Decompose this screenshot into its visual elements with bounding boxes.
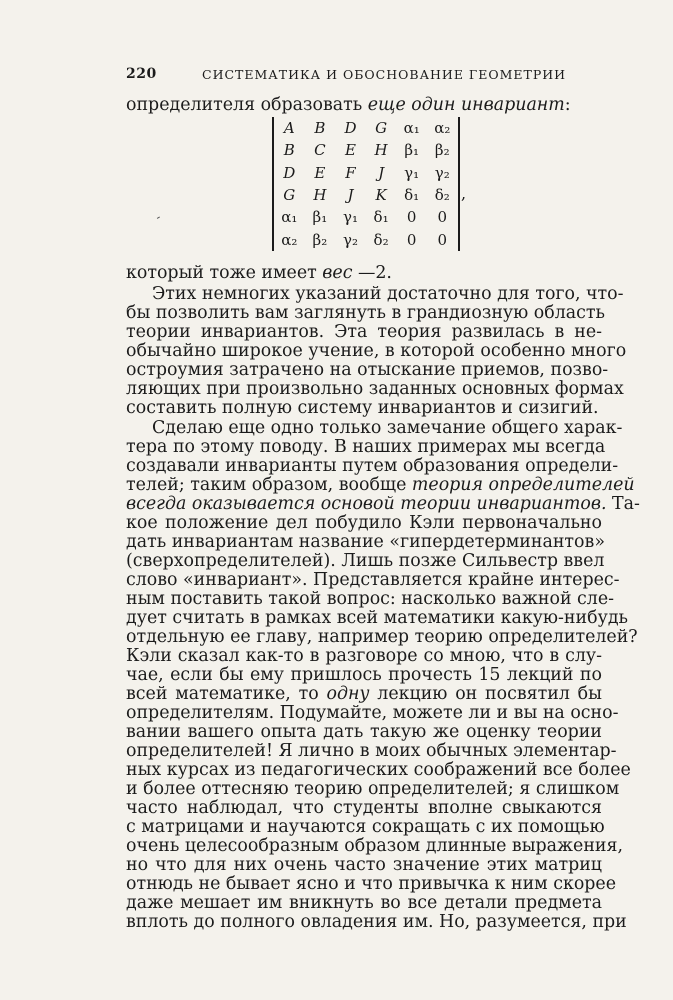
paragraph-line: дать инвариантам название «гипердетерминантов» (126, 532, 605, 552)
paragraph-line: (сверхопределителей). Лишь позже Сильвестр ввел (126, 551, 605, 571)
after-matrix-line (126, 264, 602, 283)
paragraph-line (126, 475, 635, 495)
matrix-row (274, 206, 458, 228)
paragraph-line (126, 494, 640, 514)
after-matrix-italic: вес (322, 263, 353, 283)
matrix-cell: G (283, 186, 296, 205)
matrix-cell: J (378, 163, 385, 182)
matrix-cell: β₂ (434, 141, 450, 160)
matrix-cell: β₂ (312, 230, 328, 249)
paragraph-line: отдельную ее главу, например теорию определителей? (126, 627, 638, 647)
paragraph-line: но что для них очень часто значение этих матриц (126, 855, 602, 875)
paragraph-line: вплоть до полного овладения им. Но, разумеется, при (126, 912, 627, 932)
paragraph-line: с матрицами и научаются сокращать с их помощью (126, 817, 605, 837)
intro-line (126, 96, 602, 115)
matrix-row (274, 139, 458, 161)
paragraph-line: Этих немногих указаний достаточно для того, что- (152, 284, 624, 304)
matrix-cell: A (283, 119, 295, 138)
matrix-trailing-comma: , (461, 184, 467, 203)
matrix-cell: γ₂ (342, 230, 358, 249)
after-matrix-tail: —2. (352, 263, 392, 283)
matrix-cell: B (283, 141, 295, 160)
paragraph-line: ных курсах из педагогических соображений все более (126, 760, 631, 780)
matrix-cell: D (344, 119, 357, 138)
paragraph-line: теории инвариантов. Эта теория развилась в не- (126, 322, 602, 342)
matrix-cell: δ₂ (373, 230, 389, 249)
paragraph-line: вании вашего опыта дать такую же оценку теории (126, 722, 602, 742)
paragraph-line: обычайно широкое учение, в которой особенно много (126, 341, 627, 361)
after-matrix-text: который тоже имеет (126, 263, 323, 283)
matrix-cell: H (313, 186, 327, 205)
intro-tail: : (564, 95, 571, 115)
matrix-cell: γ₁ (404, 163, 420, 182)
intro-italic: еще один инвариант (367, 95, 565, 115)
matrix-cell: E (345, 141, 356, 160)
matrix-cell: K (375, 186, 387, 205)
paragraph-line: отнюдь не бывает ясно и что привычка к ним скорее (126, 874, 617, 894)
paragraph-line: ным поставить такой вопрос: насколько важной сле- (126, 589, 615, 609)
matrix-cell: δ₁ (373, 208, 389, 227)
line-text: Та- (606, 494, 640, 514)
matrix-row (274, 228, 458, 250)
matrix-cell: γ₂ (434, 163, 450, 182)
paragraph-line: дует считать в рамках всей математики какую-нибудь (126, 608, 628, 628)
matrix-cell: J (347, 186, 354, 205)
running-title: СИСТЕМАТИКА И ОБОСНОВАНИЕ ГЕОМЕТРИИ (202, 67, 567, 82)
matrix-cell: D (283, 163, 296, 182)
matrix-cell: β₁ (404, 141, 420, 160)
paragraph-line: ляющих при произвольно заданных основных формах (126, 379, 624, 399)
matrix-cell: δ₁ (404, 186, 420, 205)
matrix-cell: 0 (406, 208, 417, 227)
paragraph-line: чае, если бы ему пришлось прочесть 15 лекций по (126, 665, 602, 685)
paragraph-line: создавали инварианты путем образования определи- (126, 456, 619, 476)
matrix-cell: α₁ (281, 208, 298, 227)
paragraph-line: бы позволить вам заглянуть в грандиозную область (126, 303, 605, 323)
intro-text: определителя образовать (126, 95, 368, 115)
matrix-cell: β₁ (312, 208, 328, 227)
line-italic: всегда оказывается основой теории инвариантов. (126, 494, 607, 514)
matrix-cell: 0 (406, 230, 417, 249)
paragraph-line: Кэли сказал как-то в разговоре со мною, что в слу- (126, 646, 602, 666)
matrix-cell: 0 (437, 230, 448, 249)
matrix-row (274, 117, 458, 139)
determinant-matrix (272, 117, 460, 251)
matrix-cell: G (375, 119, 388, 138)
matrix-row (274, 184, 458, 206)
matrix-cell: B (314, 119, 326, 138)
matrix-cell: F (345, 163, 356, 182)
paragraph-line: определителей! Я лично в моих обычных элементар- (126, 741, 617, 761)
line-text: всей математике, то (126, 684, 327, 704)
line-text: лекцию он посвятил бы (369, 684, 602, 704)
paragraph-line: и более оттесняю теорию определителей; я слишком (126, 779, 620, 799)
matrix-cell: δ₂ (434, 186, 450, 205)
paragraph-line: часто наблюдал, что студенты вполне свыкаются (126, 798, 602, 818)
paragraph-line: составить полную систему инвариантов и сизигий. (126, 398, 599, 418)
paragraph-line: определителям. Подумайте, можете ли и вы на осно- (126, 703, 619, 723)
matrix-cell: α₂ (281, 230, 298, 249)
paragraph-line: даже мешает им вникнуть во все детали предмета (126, 893, 602, 913)
line-italic: одну (326, 684, 370, 704)
matrix-cell: α₂ (434, 119, 451, 138)
line-italic: теория определителей (411, 475, 635, 495)
paragraph-line: тера по этому поводу. В наших примерах мы всегда (126, 437, 606, 457)
paragraph-line (126, 685, 602, 704)
page-number: 220 (126, 66, 157, 82)
matrix-cell: E (314, 163, 326, 182)
matrix-cell: H (374, 141, 388, 160)
paragraph-line: очень целесообразным образом длинные выражения, (126, 836, 624, 856)
matrix-cell: α₁ (403, 119, 420, 138)
matrix-cell: C (314, 141, 326, 160)
paragraph-line: Сделаю еще одно только замечание общего харак- (152, 418, 623, 438)
paragraph-line: остроумия затрачено на отыскание приемов, позво- (126, 360, 609, 380)
paragraph-line: слово «инвариант». Представляется крайне интерес- (126, 570, 620, 590)
matrix-cell: 0 (437, 208, 448, 227)
running-header (126, 66, 602, 86)
matrix-row (274, 162, 458, 184)
line-text: телей; таким образом, вообще (126, 475, 412, 495)
paragraph-line: кое положение дел побудило Кэли первоначально (126, 513, 602, 533)
matrix-cell: γ₁ (342, 208, 358, 227)
stray-mark: ‑ (152, 209, 164, 225)
